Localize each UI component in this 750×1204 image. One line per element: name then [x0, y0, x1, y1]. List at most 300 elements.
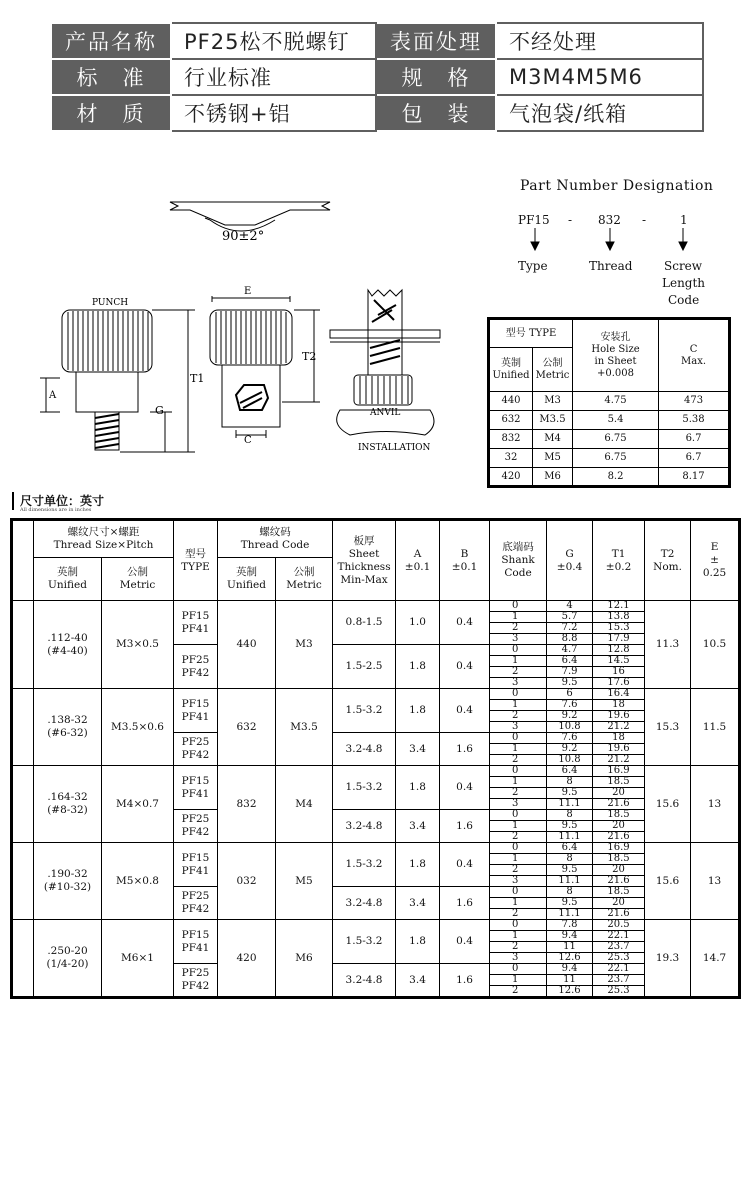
dim-e: 10.5: [691, 601, 740, 689]
dim-t1: 21.6: [593, 876, 645, 887]
header-size-metric-cn: 公制: [127, 566, 148, 578]
thread-code-metric: M5: [276, 843, 333, 920]
dim-e: 13: [691, 843, 740, 920]
dim-b: 1.6: [440, 887, 490, 920]
header-type-en: TYPE: [181, 560, 210, 573]
shank-code: 1: [490, 821, 547, 832]
hole-size: 6.75: [573, 430, 659, 449]
thread-size-unified: [34, 689, 102, 766]
pn-label-length: Length: [662, 276, 706, 290]
type-value-1: PF15: [181, 928, 210, 941]
dim-g: 11.1: [547, 876, 593, 887]
thread-size-unified-number: (#4-40): [47, 644, 88, 657]
header-shank-1: Shank: [501, 554, 535, 566]
dim-g: 10.8: [547, 755, 593, 766]
hole-c-max: 6.7: [659, 449, 730, 468]
thread-size-unified-number: (1/4-20): [46, 958, 89, 970]
thread-size-unified-number: (#10-32): [43, 881, 92, 893]
thread-size-unified: [34, 766, 102, 843]
dim-t1: 18: [593, 700, 645, 711]
shank-code: 1: [490, 700, 547, 711]
header-b-label: B: [460, 547, 469, 560]
shank-code: 1: [490, 612, 547, 623]
shank-code: 2: [490, 755, 547, 766]
dim-t1: 22.1: [593, 931, 645, 942]
dim-g: 9.5: [547, 898, 593, 909]
dim-a: 1.8: [396, 920, 440, 964]
dim-g: 11.1: [547, 799, 593, 810]
spec-table: [50, 22, 704, 132]
dim-a: 3.4: [396, 964, 440, 998]
header-size-unified-en: Unified: [48, 579, 87, 591]
dim-T1-label: T1: [190, 372, 205, 385]
hole-size-table: [487, 317, 731, 488]
hole-header-hole-tol: +0.008: [597, 367, 635, 379]
type-value-1: PF25: [181, 736, 210, 748]
sheet-thickness: 3.2-4.8: [333, 733, 396, 766]
type-value-1: PF15: [181, 697, 210, 710]
header-e: [691, 520, 740, 601]
shank-code: 2: [490, 667, 547, 678]
header-g-label: G: [565, 547, 574, 560]
dim-g: 9.4: [547, 964, 593, 975]
header-blank: [12, 520, 34, 601]
header-a-tol: ±0.1: [404, 560, 431, 573]
header-thread-size: [34, 520, 174, 558]
dim-t1: 13.8: [593, 612, 645, 623]
header-type-cn: 型号: [185, 547, 207, 560]
dim-b: 0.4: [440, 689, 490, 733]
dim-g: 11.1: [547, 832, 593, 843]
thread-code-unified: 832: [218, 766, 276, 843]
dim-a: 1.0: [396, 601, 440, 645]
dim-b: 0.4: [440, 766, 490, 810]
dim-g: 9.5: [547, 865, 593, 876]
shank-code: 3: [490, 678, 547, 689]
shank-code: 0: [490, 689, 547, 700]
header-shank-cn: 底端码: [502, 541, 534, 553]
type-cell: [174, 733, 218, 766]
sheet-thickness: 1.5-3.2: [333, 920, 396, 964]
hole-header-unified-cn: 英制: [501, 357, 521, 369]
dim-e: 14.7: [691, 920, 740, 998]
dim-b: 0.4: [440, 601, 490, 645]
header-size-metric-en: Metric: [119, 579, 156, 591]
header-shank-2: Code: [504, 567, 532, 579]
part-number-title: Part Number Designation: [520, 178, 714, 194]
shank-code: 1: [490, 931, 547, 942]
spec-value: 不经处理: [496, 23, 703, 59]
hole-unified: 440: [489, 392, 533, 411]
shank-code: 2: [490, 832, 547, 843]
hole-header-hole: [573, 319, 659, 392]
dim-t1: 16.4: [593, 689, 645, 700]
dim-t1: 20: [593, 865, 645, 876]
thread-size-unified-value: .190-32: [47, 868, 88, 880]
dim-g: 9.2: [547, 744, 593, 755]
shank-code: 1: [490, 777, 547, 788]
spec-row: [51, 95, 703, 131]
pn-code-thread: 832: [598, 213, 621, 227]
dim-t1: 20.5: [593, 920, 645, 931]
type-value-2: PF41: [181, 941, 210, 954]
dim-g: 7.6: [547, 700, 593, 711]
dim-t1: 21.6: [593, 909, 645, 920]
shank-code: 2: [490, 623, 547, 634]
header-t2-nom: Nom.: [653, 560, 682, 573]
header-size-unified: [34, 558, 102, 601]
type-cell: [174, 766, 218, 810]
sheet-thickness: 0.8-1.5: [333, 601, 396, 645]
table-row: [12, 843, 740, 854]
hole-header-hole-en2: in Sheet: [594, 355, 637, 367]
hole-unified: 832: [489, 430, 533, 449]
spec-label: 包 装: [376, 95, 496, 131]
dim-t1: 21.6: [593, 799, 645, 810]
dim-g: 8: [547, 777, 593, 788]
table-row: [12, 766, 740, 777]
type-cell: [174, 645, 218, 689]
dim-t2: 19.3: [645, 920, 691, 998]
type-value-2: PF41: [181, 787, 210, 800]
header-code-metric: [276, 558, 333, 601]
shank-code: 2: [490, 711, 547, 722]
header-e-pm: ±: [710, 554, 719, 566]
hole-metric: M5: [533, 449, 573, 468]
type-value-2: PF42: [181, 666, 210, 679]
type-value-1: PF25: [181, 813, 210, 825]
header-t1: [593, 520, 645, 601]
type-cell: [174, 964, 218, 998]
spec-value: 行业标准: [171, 59, 376, 95]
punch-label: PUNCH: [92, 298, 129, 308]
type-cell: [174, 689, 218, 733]
hole-header-metric-en: Metric: [535, 369, 570, 381]
type-value-2: PF42: [181, 903, 210, 915]
dim-t1: 23.7: [593, 942, 645, 953]
dim-t1: 21.6: [593, 832, 645, 843]
thread-size-metric: M3×0.5: [102, 601, 174, 689]
dim-b: 0.4: [440, 920, 490, 964]
dim-g: 6.4: [547, 843, 593, 854]
pn-code-dash2: -: [642, 213, 647, 227]
type-value-1: PF25: [181, 653, 210, 666]
shank-code: 1: [490, 854, 547, 865]
shank-code: 1: [490, 898, 547, 909]
shank-code: 0: [490, 843, 547, 854]
table-row: [12, 689, 740, 700]
dim-g: 4.7: [547, 645, 593, 656]
header-size-unified-cn: 英制: [57, 566, 78, 578]
header-a-label: A: [413, 547, 422, 560]
header-code-unified-en: Unified: [227, 579, 266, 591]
hole-row: [489, 449, 730, 468]
header-t1-label: T1: [611, 547, 626, 560]
header-thread-size-en: Thread Size×Pitch: [53, 539, 154, 551]
dim-g: 9.5: [547, 788, 593, 799]
thread-size-unified: [34, 920, 102, 998]
dim-g: 9.5: [547, 821, 593, 832]
dim-t1: 12.1: [593, 601, 645, 612]
header-code-metric-en: Metric: [286, 579, 322, 591]
dim-g: 8.8: [547, 634, 593, 645]
hole-header-c: [659, 319, 730, 392]
dim-g: 4: [547, 601, 593, 612]
dim-t1: 25.3: [593, 953, 645, 964]
dim-G-label: G: [155, 404, 164, 417]
dim-g: 5.7: [547, 612, 593, 623]
hole-size: 6.75: [573, 449, 659, 468]
dim-a: 1.8: [396, 843, 440, 887]
shank-code: 3: [490, 799, 547, 810]
thread-size-metric: M3.5×0.6: [102, 689, 174, 766]
dim-t1: 16.9: [593, 766, 645, 777]
dim-g: 10.8: [547, 722, 593, 733]
sheet-thickness: 1.5-3.2: [333, 766, 396, 810]
shank-code: 0: [490, 964, 547, 975]
hole-c-max: 473: [659, 392, 730, 411]
header-g: [547, 520, 593, 601]
dim-t1: 25.3: [593, 986, 645, 998]
shank-code: 3: [490, 876, 547, 887]
type-value-2: PF41: [181, 622, 210, 635]
group-marker: [12, 920, 34, 998]
header-t2: [645, 520, 691, 601]
header-code-unified-cn: 英制: [236, 566, 258, 578]
dim-E-label: E: [244, 286, 252, 297]
dim-t1: 12.8: [593, 645, 645, 656]
dim-g: 11: [547, 942, 593, 953]
shank-code: 1: [490, 656, 547, 667]
group-marker: [12, 766, 34, 843]
hole-row: [489, 430, 730, 449]
dim-b: 0.4: [440, 645, 490, 689]
thread-code-metric: M4: [276, 766, 333, 843]
header-code-metric-cn: 公制: [293, 566, 315, 578]
spec-value: 气泡袋/纸箱: [496, 95, 703, 131]
hole-header-hole-cn: 安装孔: [600, 331, 631, 343]
header-thread-code-cn: 螺纹码: [259, 526, 291, 538]
hole-metric: M3.5: [533, 411, 573, 430]
type-cell: [174, 887, 218, 920]
dim-g: 7.2: [547, 623, 593, 634]
shank-code: 0: [490, 645, 547, 656]
header-t2-label: T2: [660, 547, 675, 560]
header-thread-size-cn: 螺纹尺寸×螺距: [67, 526, 140, 538]
type-cell: [174, 843, 218, 887]
header-sheet-cn: 板厚: [353, 534, 375, 547]
screw-left-drawing: [40, 310, 195, 452]
dim-a: 1.8: [396, 766, 440, 810]
sheet-thickness: 1.5-3.2: [333, 689, 396, 733]
hole-metric: M4: [533, 430, 573, 449]
thread-code-metric: M6: [276, 920, 333, 998]
thread-code-metric: M3.5: [276, 689, 333, 766]
dim-g: 6.4: [547, 766, 593, 777]
spec-value: M3M4M5M6: [496, 59, 703, 95]
type-value-1: PF15: [181, 851, 210, 864]
shank-code: 0: [490, 766, 547, 777]
dim-t1: 20: [593, 898, 645, 909]
sheet-thickness: 3.2-4.8: [333, 810, 396, 843]
thread-size-metric: M6×1: [102, 920, 174, 998]
sheet-thickness: 1.5-2.5: [333, 645, 396, 689]
header-code-unified: [218, 558, 276, 601]
shank-code: 0: [490, 810, 547, 821]
pn-code-dash1: -: [568, 213, 573, 227]
dim-t1: 15.3: [593, 623, 645, 634]
group-marker: [12, 601, 34, 689]
dim-t1: 18: [593, 733, 645, 744]
shank-code: 0: [490, 920, 547, 931]
thread-code-unified: 032: [218, 843, 276, 920]
dim-t1: 18.5: [593, 810, 645, 821]
table-row: [12, 920, 740, 931]
type-cell: [174, 920, 218, 964]
dim-g: 7.9: [547, 667, 593, 678]
hole-c-max: 8.17: [659, 468, 730, 487]
dim-g: 9.4: [547, 931, 593, 942]
dim-t2: 15.3: [645, 689, 691, 766]
dim-g: 8: [547, 887, 593, 898]
hole-metric: M6: [533, 468, 573, 487]
dim-g: 6.4: [547, 656, 593, 667]
dim-t2: 15.6: [645, 843, 691, 920]
dim-e: 13: [691, 766, 740, 843]
hole-header-type: 型号 TYPE: [489, 319, 573, 348]
dim-a: 3.4: [396, 733, 440, 766]
dim-t2: 15.6: [645, 766, 691, 843]
dim-g: 7.8: [547, 920, 593, 931]
dim-t1: 18.5: [593, 777, 645, 788]
hole-row: [489, 468, 730, 487]
type-value-2: PF42: [181, 749, 210, 761]
dim-g: 9.2: [547, 711, 593, 722]
type-cell: [174, 601, 218, 645]
header-size-metric: [102, 558, 174, 601]
header-e-tol: 0.25: [702, 567, 727, 579]
sheet-thickness: 3.2-4.8: [333, 964, 396, 998]
dimension-table: [10, 518, 741, 999]
header-g-tol: ±0.4: [556, 560, 583, 573]
type-value-2: PF41: [181, 710, 210, 723]
type-value-1: PF15: [181, 774, 210, 787]
hole-header-unified: [489, 348, 533, 392]
header-type: [174, 520, 218, 601]
dim-C-label: C: [244, 435, 252, 446]
dim-b: 1.6: [440, 964, 490, 998]
shank-code: 3: [490, 953, 547, 964]
dim-t1: 20: [593, 821, 645, 832]
hole-unified: 420: [489, 468, 533, 487]
dim-a: 1.8: [396, 645, 440, 689]
hole-unified: 32: [489, 449, 533, 468]
dim-g: 11.1: [547, 909, 593, 920]
type-value-2: PF42: [181, 980, 210, 992]
header-sheet-2: Thickness: [337, 560, 391, 573]
thread-code-unified: 440: [218, 601, 276, 689]
hole-row: [489, 392, 730, 411]
hole-c-max: 6.7: [659, 430, 730, 449]
dim-t1: 18.5: [593, 854, 645, 865]
group-marker: [12, 689, 34, 766]
spec-label: 产品名称: [51, 23, 171, 59]
thread-size-unified-value: .164-32: [47, 791, 88, 803]
thread-size-unified-value: .138-32: [47, 714, 88, 726]
thread-size-unified: [34, 601, 102, 689]
thread-size-unified: [34, 843, 102, 920]
dim-a: 1.8: [396, 689, 440, 733]
header-thread-code-en: Thread Code: [240, 539, 310, 551]
dim-b: 1.6: [440, 810, 490, 843]
dim-g: 11: [547, 975, 593, 986]
hole-metric: M3: [533, 392, 573, 411]
screw-middle-drawing: [210, 296, 320, 438]
dim-t1: 16.9: [593, 843, 645, 854]
thread-code-metric: M3: [276, 601, 333, 689]
dim-t1: 23.7: [593, 975, 645, 986]
thread-size-unified-value: .112-40: [47, 631, 88, 644]
dim-t1: 22.1: [593, 964, 645, 975]
type-value-1: PF25: [181, 967, 210, 979]
header-b-tol: ±0.1: [451, 560, 478, 573]
hole-size: 8.2: [573, 468, 659, 487]
sheet-thickness: 1.5-3.2: [333, 843, 396, 887]
hole-header-metric-cn: 公制: [542, 357, 563, 369]
dim-g: 12.6: [547, 953, 593, 964]
hole-size: 5.4: [573, 411, 659, 430]
spec-row: [51, 23, 703, 59]
dim-T2-label: T2: [302, 350, 317, 363]
header-sheet-3: Min-Max: [340, 573, 388, 586]
type-cell: [174, 810, 218, 843]
spec-label: 表面处理: [376, 23, 496, 59]
hole-row: [489, 411, 730, 430]
type-value-1: PF15: [181, 609, 210, 622]
header-thread-code: [218, 520, 333, 558]
dim-e: 11.5: [691, 689, 740, 766]
dim-t1: 20: [593, 788, 645, 799]
dim-g: 8: [547, 854, 593, 865]
spec-label: 材 质: [51, 95, 171, 131]
thread-size-metric: M5×0.8: [102, 843, 174, 920]
pn-label-thread: Thread: [589, 259, 633, 273]
header-a: [396, 520, 440, 601]
unit-note-bar: [12, 492, 14, 510]
sheet-thickness: 3.2-4.8: [333, 887, 396, 920]
type-value-2: PF42: [181, 826, 210, 838]
pn-label-screw: Screw: [664, 259, 703, 273]
hole-header-c-max: Max.: [681, 355, 707, 367]
shank-code: 2: [490, 909, 547, 920]
shank-code: 0: [490, 887, 547, 898]
thread-size-unified-number: (#6-32): [47, 727, 88, 739]
angle-label: 90±2°: [222, 229, 265, 244]
thread-size-unified-value: .250-20: [47, 945, 88, 957]
dim-t1: 14.5: [593, 656, 645, 667]
header-sheet-1: Sheet: [348, 547, 380, 560]
shank-code: 3: [490, 634, 547, 645]
dim-t1: 21.2: [593, 755, 645, 766]
dim-b: 0.4: [440, 843, 490, 887]
thread-size-metric: M4×0.7: [102, 766, 174, 843]
shank-code: 1: [490, 975, 547, 986]
header-e-label: E: [710, 541, 719, 553]
dim-t1: 17.6: [593, 678, 645, 689]
anvil-label: ANVIL: [370, 408, 401, 418]
group-marker: [12, 843, 34, 920]
spec-row: [51, 59, 703, 95]
